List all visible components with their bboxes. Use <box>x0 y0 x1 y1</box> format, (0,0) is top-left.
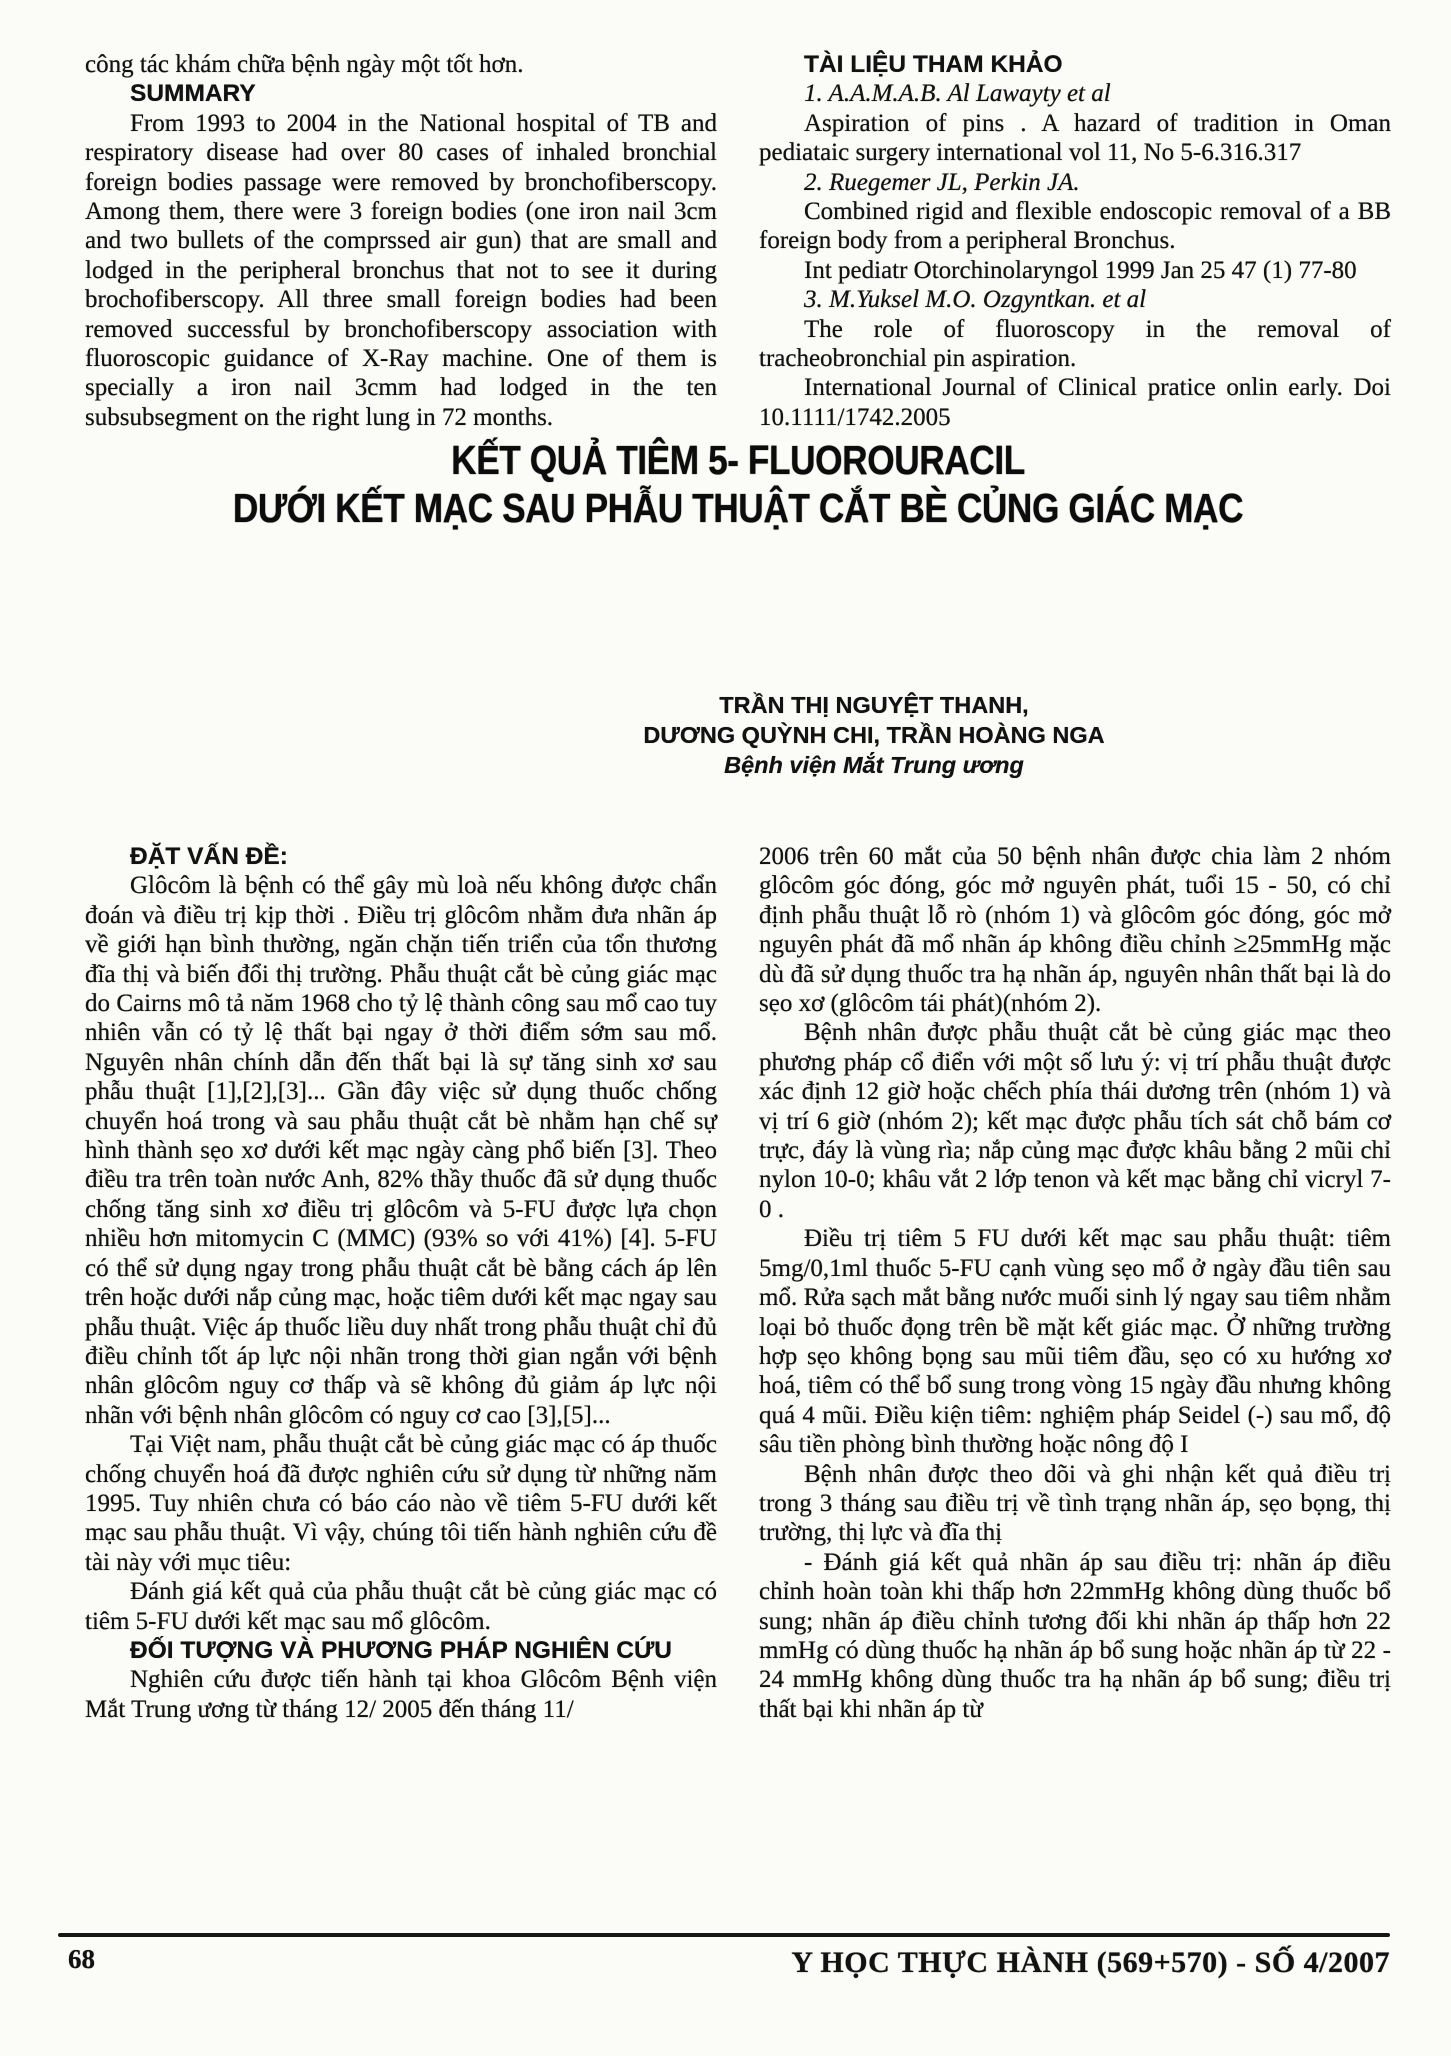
reference-item <box>759 79 1391 167</box>
body-paragraph: - Đánh giá kết quả nhãn áp sau điều trị: nhãn áp điều chỉnh hoàn toàn khi thấp hơn 22mmHg không dùng thuốc bổ sung; nhãn áp điều chỉnh tương đối khi nhãn áp thấp hơn 22 mmHg có dùng thuốc hạ nhãn áp bổ sung hoặc nhãn áp từ 22 - 24 mmHg không dùng thuốc tra hạ nhãn áp bổ sung; điều trị thất bại khi nhãn áp từ <box>759 1548 1391 1723</box>
body-paragraph: Đánh giá kết quả của phẫu thuật cắt bè củng giác mạc có tiêm 5-FU dưới kết mạc sau mổ glôcôm. <box>85 1578 717 1635</box>
reference-text: Combined rigid and flexible endoscopic removal of a BB foreign body from a peripheral Bronchus. <box>759 198 1391 255</box>
body-left-column <box>85 842 717 1724</box>
references-heading: TÀI LIỆU THAM KHẢO <box>804 51 1063 78</box>
article-title-line-1: KẾT QUẢ TIÊM 5- FLUOROURACIL <box>451 437 1025 483</box>
body-paragraph: Bệnh nhân được theo dõi và ghi nhận kết quả điều trị trong 3 tháng sau điều trị về tình trạng nhãn áp, sẹo bọng, thị trường, thị lực và đĩa thị <box>759 1460 1391 1547</box>
page-number: 68 <box>68 1944 95 1974</box>
footer-rule <box>58 1933 1390 1937</box>
section-heading-methods: ĐỐI TƯỢNG VÀ PHƯƠNG PHÁP NGHIÊN CỨU <box>130 1636 673 1664</box>
author-line: TRẦN THỊ NGUYỆT THANH, <box>719 692 1029 718</box>
journal-title: Y HỌC THỰC HÀNH (569+570) - SỐ 4/2007 <box>791 1946 1390 1979</box>
body-right-column <box>759 842 1391 1724</box>
article-body <box>85 842 1391 1724</box>
reference-author: 2. Ruegemer JL, Perkin JA. <box>804 168 1080 196</box>
body-paragraph: 2006 trên 60 mắt của 50 bệnh nhân được chia làm 2 nhóm glôcôm góc đóng, góc mở nguyên phát, tuổi 15 - 50, có chỉ định phẫu thuật lỗ rò (nhóm 1) và glôcôm góc đóng, góc mở nguyên phát đã mổ nhãn áp không điều chỉnh ≥25mmHg mặc dù đã sử dụng thuốc tra hạ nhãn áp, nguyên nhân thất bại là do sẹo xơ (glôcôm tái phát)(nhóm 2). <box>759 843 1391 1018</box>
authors-block <box>618 690 1130 780</box>
reference-text: Int pediatr Otorchinolaryngol 1999 Jan 25 47 (1) 77-80 <box>804 256 1357 284</box>
author-line: DƯƠNG QUỲNH CHI, TRẦN HOÀNG NGA <box>643 722 1105 748</box>
reference-item <box>759 168 1391 286</box>
reference-text: The role of fluoroscopy in the removal of tracheobronchial pin aspiration. <box>759 315 1391 373</box>
body-paragraph: Tại Việt nam, phẫu thuật cắt bè củng giác mạc có áp thuốc chống chuyển hoá đã được nghiên cứu sử dụng từ những năm 1995. Tuy nhiên chưa có báo cáo nào về tiêm 5-FU dưới kết mạc sau phẫu thuật. Vì vậy, chúng tôi tiến hành nghiên cứu đề tài này với mục tiêu: <box>85 1431 717 1576</box>
summary-heading: SUMMARY <box>130 80 256 108</box>
reference-text: International Journal of Clinical pratice onlin early. Doi 10.1111/1742.2005 <box>759 374 1391 431</box>
reference-author: 1. A.A.M.A.B. Al Lawayty et al <box>804 80 1111 108</box>
reference-text: Aspiration of pins . A hazard of tradition in Oman pediataic surgery international vol 11, No 5-6.316.317 <box>759 109 1391 167</box>
body-paragraph: Nghiên cứu được tiến hành tại khoa Glôcôm Bệnh viện Mắt Trung ương từ tháng 12/ 2005 đến tháng 11/ <box>85 1666 717 1723</box>
body-paragraph: Glôcôm là bệnh có thể gây mù loà nếu không được chẩn đoán và điều trị kịp thời . Điều trị glôcôm nhằm đưa nhãn áp về giới hạn bình thường, ngăn chặn tiến triển của tổn thương đĩa thị và biến đổi thị trường. Phẫu thuật cắt bè củng giác mạc do Cairns mô tả năm 1968 cho tỷ lệ thành công sau mổ cao tuy nhiên vẫn có tỷ lệ thất bại ngay ở thời điểm sớm sau mổ. Nguyên nhân chính dẫn đến thất bại là sự tăng sinh xơ sau phẫu thuật [1],[2],[3]... Gần đây việc sử dụng thuốc chống chuyển hoá trong và sau phẫu thuật cắt bè nhằm hạn chế sự hình thành sẹo xơ dưới kết mạc ngày càng phổ biến [3]. Theo điều tra trên toàn nước Anh, 82% thầy thuốc đã sử dụng thuốc chống tăng sinh xơ điều trị glôcôm và 5-FU được lựa chọn nhiều hơn mitomycin C (MMC) (93% so với 41%) [4]. 5-FU có thể sử dụng ngay trong phẫu thuật cắt bè bằng cách áp lên trên hoặc dưới nắp củng mạc, hoặc tiêm dưới kết mạc ngay sau phẫu thuật. Việc áp thuốc liều duy nhất trong phẫu thuật chỉ đủ điều chỉnh tốt áp lực nội nhãn trong thời gian ngắn với bệnh nhân glôcôm nguy cơ thấp và sẽ không đủ giảm áp lực nội nhãn với bệnh nhân glôcôm có nguy cơ cao [3],[5]... <box>85 872 717 1429</box>
body-paragraph: Bệnh nhân được phẫu thuật cắt bè củng giác mạc theo phương pháp cổ điển với một số lưu ý: vị trí phẫu thuật được xác định 12 giờ hoặc chếch phía thái dương trên (nhóm 1) và vị trí 6 giờ (nhóm 2); kết mạc được phẫu tích sát chỗ bám cơ trực, đáy là vùng rìa; nắp củng mạc được khâu bằng 2 mũi chỉ nylon 10-0; khâu vắt 2 lớp tenon và kết mạc bằng chỉ vicryl 7- 0 . <box>759 1019 1391 1223</box>
reference-item <box>759 285 1391 432</box>
top-section <box>85 50 1391 432</box>
section-heading-intro: ĐẶT VẤN ĐỀ: <box>130 843 288 870</box>
article-title-line-2: DƯỚI KẾT MẠC SAU PHẪU THUẬT CẮT BÈ CỦNG GIÁC MẠC <box>232 485 1244 531</box>
reference-author: 3. M.Yuksel M.O. Ozgyntkan. et al <box>804 286 1147 314</box>
body-paragraph: Điều trị tiêm 5 FU dưới kết mạc sau phẫu thuật: tiêm 5mg/0,1ml thuốc 5-FU cạnh vùng sẹo mổ ở ngày đầu tiên sau mổ. Rửa sạch mắt bằng nước muối sinh lý ngay sau tiêm nhằm loại bỏ thuốc đọng trên bề mặt kết giác mạc. Ở những trường hợp sẹo không bọng sau mũi tiêm đầu, sẹo có xu hướng xơ hoá, tiêm có thể bổ sung trong vòng 15 ngày đầu nhưng không quá 4 mũi. Điều kiện tiêm: nghiệm pháp Seidel (-) sau mổ, độ sâu tiền phòng bình thường hoặc nông độ I <box>759 1225 1391 1459</box>
previous-article-last-line: công tác khám chữa bệnh ngày một tốt hơn. <box>85 51 524 78</box>
top-right-column <box>759 50 1391 432</box>
summary-paragraph: From 1993 to 2004 in the National hospital of TB and respiratory disease had over 80 cases of inhaled bronchial foreign bodies passage were removed by bronchofiberscopy. Among them, there were 3 foreign bodies (one iron nail 3cm and two bullets of the comprssed air gun) that are small and lodged in the peripheral bronchus that not to see it during brochofiberscopy. All three small foreign bodies had been removed successful by bronchofiberscopy association with fluoroscopic guidance of X-Ray machine. One of them is specially a iron nail 3cmm had lodged in the ten subsubsegment on the right lung in 72 months. <box>85 109 717 431</box>
affiliation: Bệnh viện Mắt Trung ương <box>724 752 1024 778</box>
top-left-column <box>85 50 717 432</box>
article-title <box>85 436 1391 532</box>
